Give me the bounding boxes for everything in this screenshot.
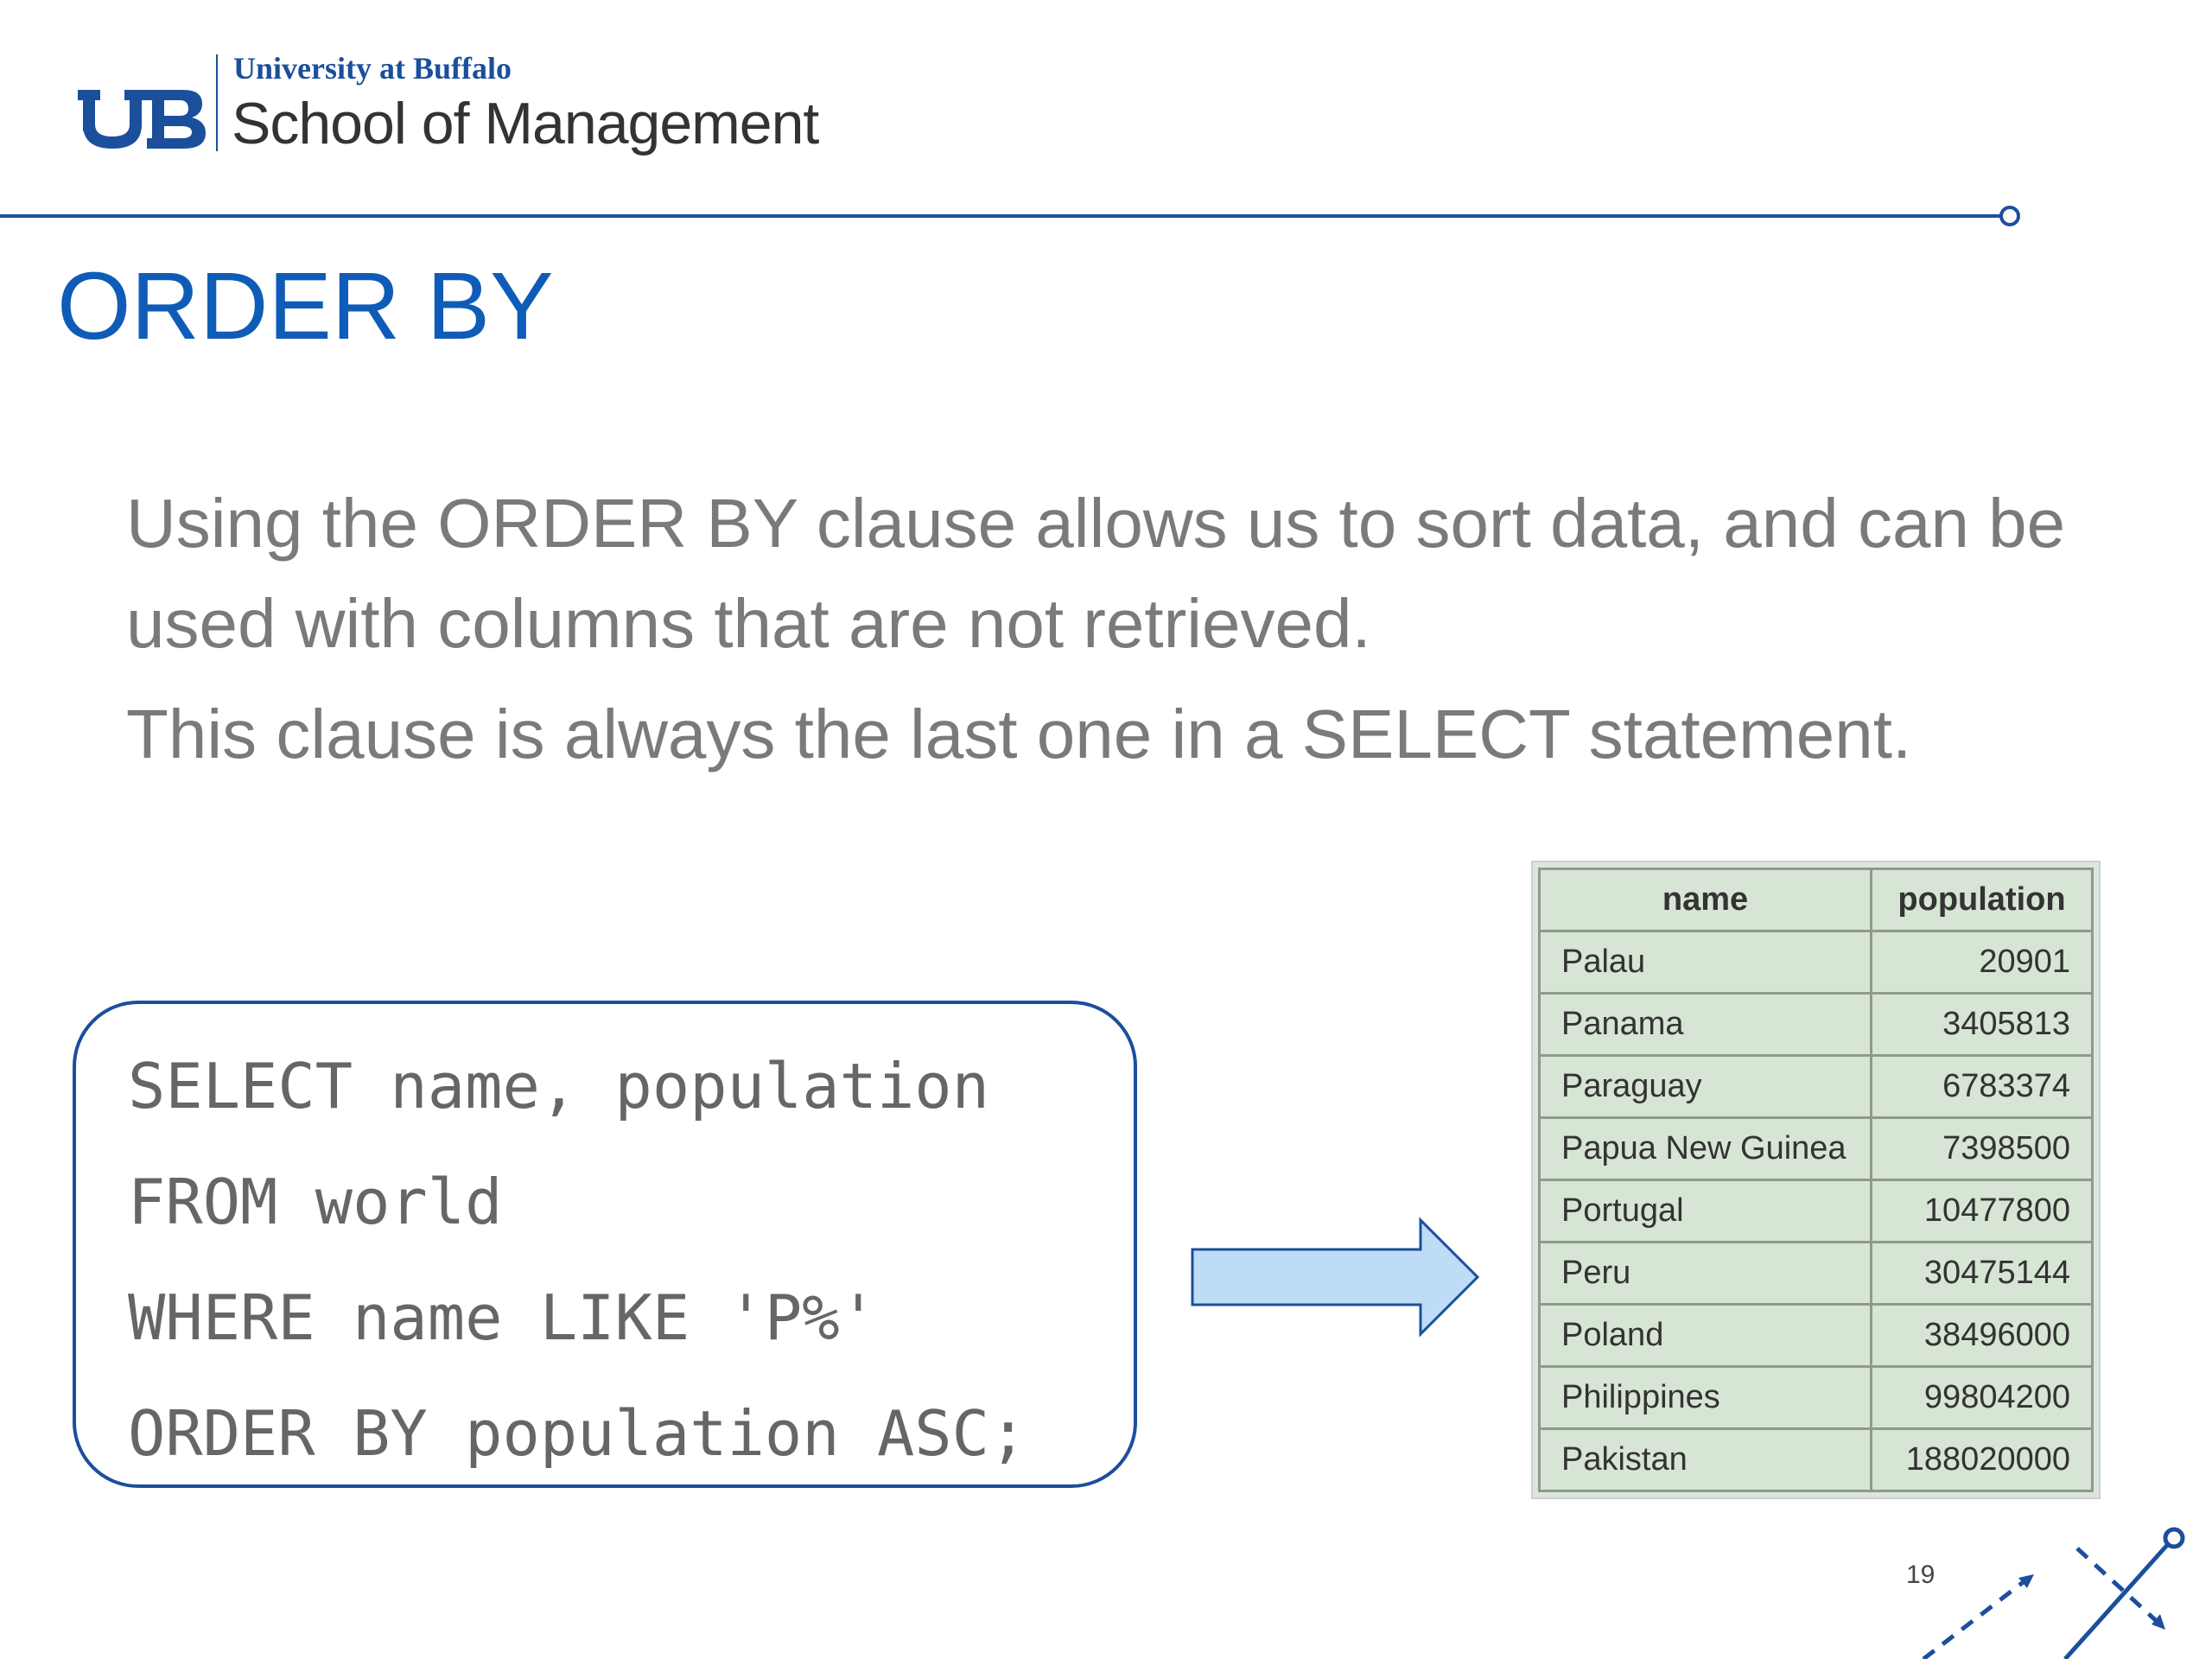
cell-name: Pakistan <box>1540 1429 1872 1491</box>
column-header-name: name <box>1540 869 1872 931</box>
cell-name: Peru <box>1540 1243 1872 1305</box>
cell-population: 3405813 <box>1872 994 2093 1056</box>
header-rule <box>0 206 2022 226</box>
table-row <box>1540 1180 2093 1243</box>
code-line-from: FROM world <box>128 1166 503 1238</box>
table-row <box>1540 1429 2093 1491</box>
school-name: School of Management <box>232 91 819 156</box>
slide-body <box>126 474 2131 785</box>
cell-name: Philippines <box>1540 1367 1872 1429</box>
university-name: University at Buffalo <box>233 51 512 86</box>
code-line-select: SELECT name, population <box>128 1050 989 1122</box>
table-header-row <box>1540 869 2093 931</box>
cell-name: Papua New Guinea <box>1540 1118 1872 1180</box>
sql-code-box <box>73 1001 1137 1488</box>
slide-title: ORDER BY <box>57 253 554 359</box>
code-line-where: WHERE name LIKE 'P%' <box>128 1281 877 1354</box>
cell-population: 38496000 <box>1872 1305 2093 1367</box>
table-row <box>1540 994 2093 1056</box>
cell-population: 6783374 <box>1872 1056 2093 1118</box>
logo-divider <box>216 54 218 151</box>
cell-population: 99804200 <box>1872 1367 2093 1429</box>
table-row <box>1540 1118 2093 1180</box>
cell-population: 10477800 <box>1872 1180 2093 1243</box>
table-row <box>1540 1367 2093 1429</box>
table-row <box>1540 1243 2093 1305</box>
cell-name: Poland <box>1540 1305 1872 1367</box>
result-table <box>1538 868 2094 1492</box>
body-paragraph-1: Using the ORDER BY clause allows us to sort data, and can be used with columns that are not retrieved. <box>126 485 2066 662</box>
corner-decoration <box>1901 1495 2212 1659</box>
query-result <box>1531 861 2101 1499</box>
cell-name: Portugal <box>1540 1180 1872 1243</box>
cell-name: Palau <box>1540 931 1872 994</box>
table-row <box>1540 1056 2093 1118</box>
column-header-population: population <box>1872 869 2093 931</box>
page-number: 19 <box>1906 1560 1936 1589</box>
body-paragraph-2: This clause is always the last one in a SELECT statement. <box>126 696 1912 772</box>
cell-name: Panama <box>1540 994 1872 1056</box>
cell-population: 30475144 <box>1872 1243 2093 1305</box>
arrow-right-icon <box>1191 1217 1493 1338</box>
code-line-order-by: ORDER BY population ASC; <box>128 1397 1027 1470</box>
cell-population: 188020000 <box>1872 1429 2093 1491</box>
cell-population: 7398500 <box>1872 1118 2093 1180</box>
table-row <box>1540 931 2093 994</box>
table-row <box>1540 1305 2093 1367</box>
cell-name: Paraguay <box>1540 1056 1872 1118</box>
cell-population: 20901 <box>1872 931 2093 994</box>
ub-monogram-icon <box>78 86 207 152</box>
